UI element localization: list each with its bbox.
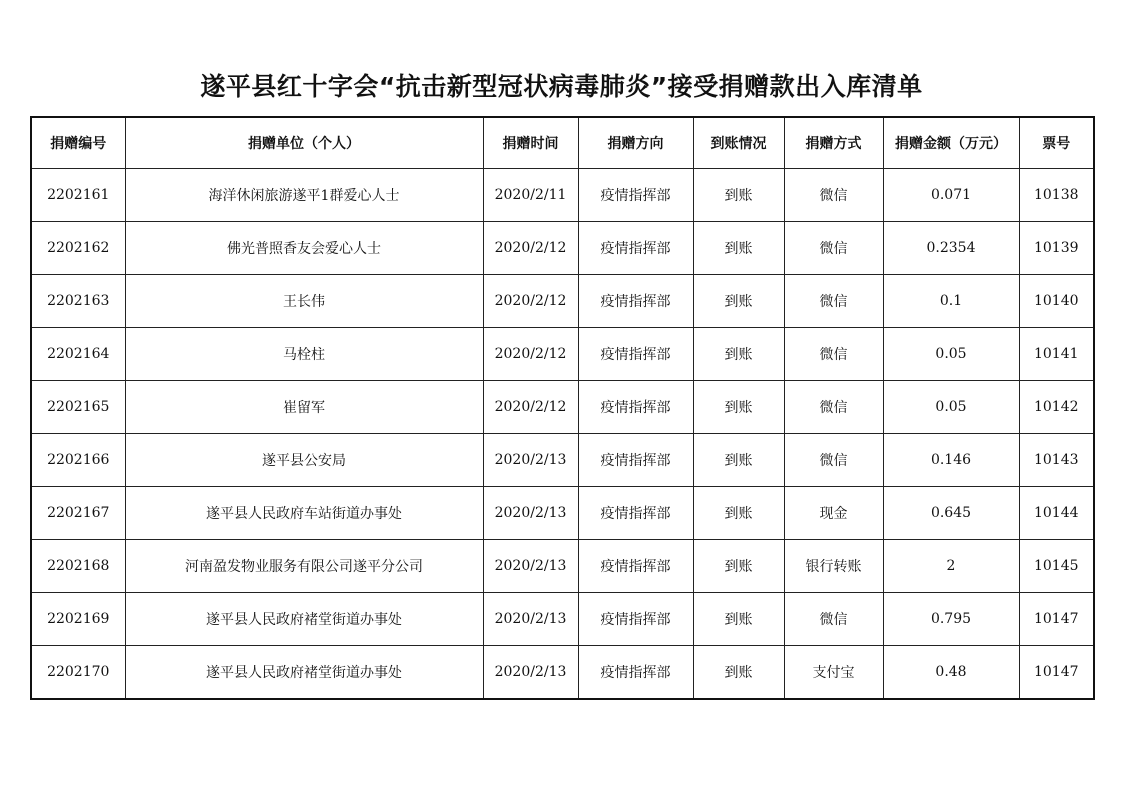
cell-donation-id: 2202161	[31, 169, 125, 222]
cell-amount: 0.05	[883, 381, 1019, 434]
cell-date: 2020/2/12	[483, 275, 578, 328]
cell-amount: 0.2354	[883, 222, 1019, 275]
cell-donation-id: 2202168	[31, 540, 125, 593]
cell-donation-id: 2202167	[31, 487, 125, 540]
cell-donation-id: 2202163	[31, 275, 125, 328]
header-donation-id: 捐赠编号	[31, 117, 125, 169]
cell-donor: 马栓柱	[125, 328, 483, 381]
cell-method: 现金	[784, 487, 883, 540]
cell-amount: 0.1	[883, 275, 1019, 328]
table-header-row	[31, 117, 1094, 169]
cell-method: 微信	[784, 381, 883, 434]
header-date: 捐赠时间	[483, 117, 578, 169]
header-status: 到账情况	[693, 117, 784, 169]
table-row	[31, 381, 1094, 434]
cell-date: 2020/2/11	[483, 169, 578, 222]
cell-donation-id: 2202164	[31, 328, 125, 381]
cell-status: 到账	[693, 434, 784, 487]
cell-status: 到账	[693, 540, 784, 593]
cell-donor: 遂平县人民政府褚堂街道办事处	[125, 593, 483, 646]
table-row	[31, 169, 1094, 222]
cell-donor: 河南盈发物业服务有限公司遂平分公司	[125, 540, 483, 593]
cell-donor: 王长伟	[125, 275, 483, 328]
cell-direction: 疫情指挥部	[578, 222, 693, 275]
cell-donor: 海洋休闲旅游遂平1群爱心人士	[125, 169, 483, 222]
cell-amount: 0.071	[883, 169, 1019, 222]
cell-amount: 2	[883, 540, 1019, 593]
cell-direction: 疫情指挥部	[578, 381, 693, 434]
table-row	[31, 275, 1094, 328]
cell-status: 到账	[693, 169, 784, 222]
cell-amount: 0.48	[883, 646, 1019, 700]
cell-donor: 遂平县人民政府车站街道办事处	[125, 487, 483, 540]
header-method: 捐赠方式	[784, 117, 883, 169]
header-ticket: 票号	[1019, 117, 1094, 169]
cell-date: 2020/2/12	[483, 328, 578, 381]
cell-donation-id: 2202166	[31, 434, 125, 487]
cell-ticket: 10147	[1019, 646, 1094, 700]
cell-ticket: 10138	[1019, 169, 1094, 222]
cell-direction: 疫情指挥部	[578, 169, 693, 222]
cell-ticket: 10139	[1019, 222, 1094, 275]
donation-table	[30, 116, 1095, 700]
cell-ticket: 10141	[1019, 328, 1094, 381]
cell-method: 微信	[784, 275, 883, 328]
cell-method: 微信	[784, 169, 883, 222]
table-row	[31, 222, 1094, 275]
cell-ticket: 10142	[1019, 381, 1094, 434]
table-row	[31, 328, 1094, 381]
cell-method: 微信	[784, 434, 883, 487]
cell-date: 2020/2/13	[483, 593, 578, 646]
header-donor: 捐赠单位（个人）	[125, 117, 483, 169]
cell-amount: 0.795	[883, 593, 1019, 646]
cell-date: 2020/2/13	[483, 487, 578, 540]
table-row	[31, 487, 1094, 540]
cell-status: 到账	[693, 593, 784, 646]
cell-method: 银行转账	[784, 540, 883, 593]
cell-method: 微信	[784, 328, 883, 381]
cell-status: 到账	[693, 487, 784, 540]
cell-status: 到账	[693, 328, 784, 381]
cell-donation-id: 2202170	[31, 646, 125, 700]
cell-ticket: 10145	[1019, 540, 1094, 593]
header-direction: 捐赠方向	[578, 117, 693, 169]
cell-direction: 疫情指挥部	[578, 487, 693, 540]
cell-donation-id: 2202162	[31, 222, 125, 275]
cell-method: 微信	[784, 222, 883, 275]
cell-donor: 遂平县人民政府褚堂街道办事处	[125, 646, 483, 700]
cell-date: 2020/2/12	[483, 381, 578, 434]
cell-date: 2020/2/13	[483, 540, 578, 593]
cell-direction: 疫情指挥部	[578, 540, 693, 593]
cell-direction: 疫情指挥部	[578, 646, 693, 700]
cell-status: 到账	[693, 646, 784, 700]
cell-direction: 疫情指挥部	[578, 275, 693, 328]
cell-donor: 遂平县公安局	[125, 434, 483, 487]
table-row	[31, 646, 1094, 700]
cell-date: 2020/2/13	[483, 646, 578, 700]
cell-donor: 佛光普照香友会爱心人士	[125, 222, 483, 275]
cell-direction: 疫情指挥部	[578, 593, 693, 646]
cell-ticket: 10143	[1019, 434, 1094, 487]
cell-method: 微信	[784, 593, 883, 646]
cell-status: 到账	[693, 222, 784, 275]
table-body	[31, 169, 1094, 700]
cell-donor: 崔留军	[125, 381, 483, 434]
cell-status: 到账	[693, 275, 784, 328]
table-row	[31, 540, 1094, 593]
cell-status: 到账	[693, 381, 784, 434]
cell-amount: 0.05	[883, 328, 1019, 381]
cell-direction: 疫情指挥部	[578, 434, 693, 487]
cell-direction: 疫情指挥部	[578, 328, 693, 381]
document-title: 遂平县红十字会“抗击新型冠状病毒肺炎”接受捐赠款出入库清单	[200, 72, 923, 101]
cell-donation-id: 2202165	[31, 381, 125, 434]
cell-amount: 0.146	[883, 434, 1019, 487]
table-row	[31, 593, 1094, 646]
cell-date: 2020/2/12	[483, 222, 578, 275]
cell-ticket: 10140	[1019, 275, 1094, 328]
table-row	[31, 434, 1094, 487]
cell-donation-id: 2202169	[31, 593, 125, 646]
cell-ticket: 10147	[1019, 593, 1094, 646]
cell-date: 2020/2/13	[483, 434, 578, 487]
cell-amount: 0.645	[883, 487, 1019, 540]
header-amount: 捐赠金额（万元）	[883, 117, 1019, 169]
cell-method: 支付宝	[784, 646, 883, 700]
cell-ticket: 10144	[1019, 487, 1094, 540]
